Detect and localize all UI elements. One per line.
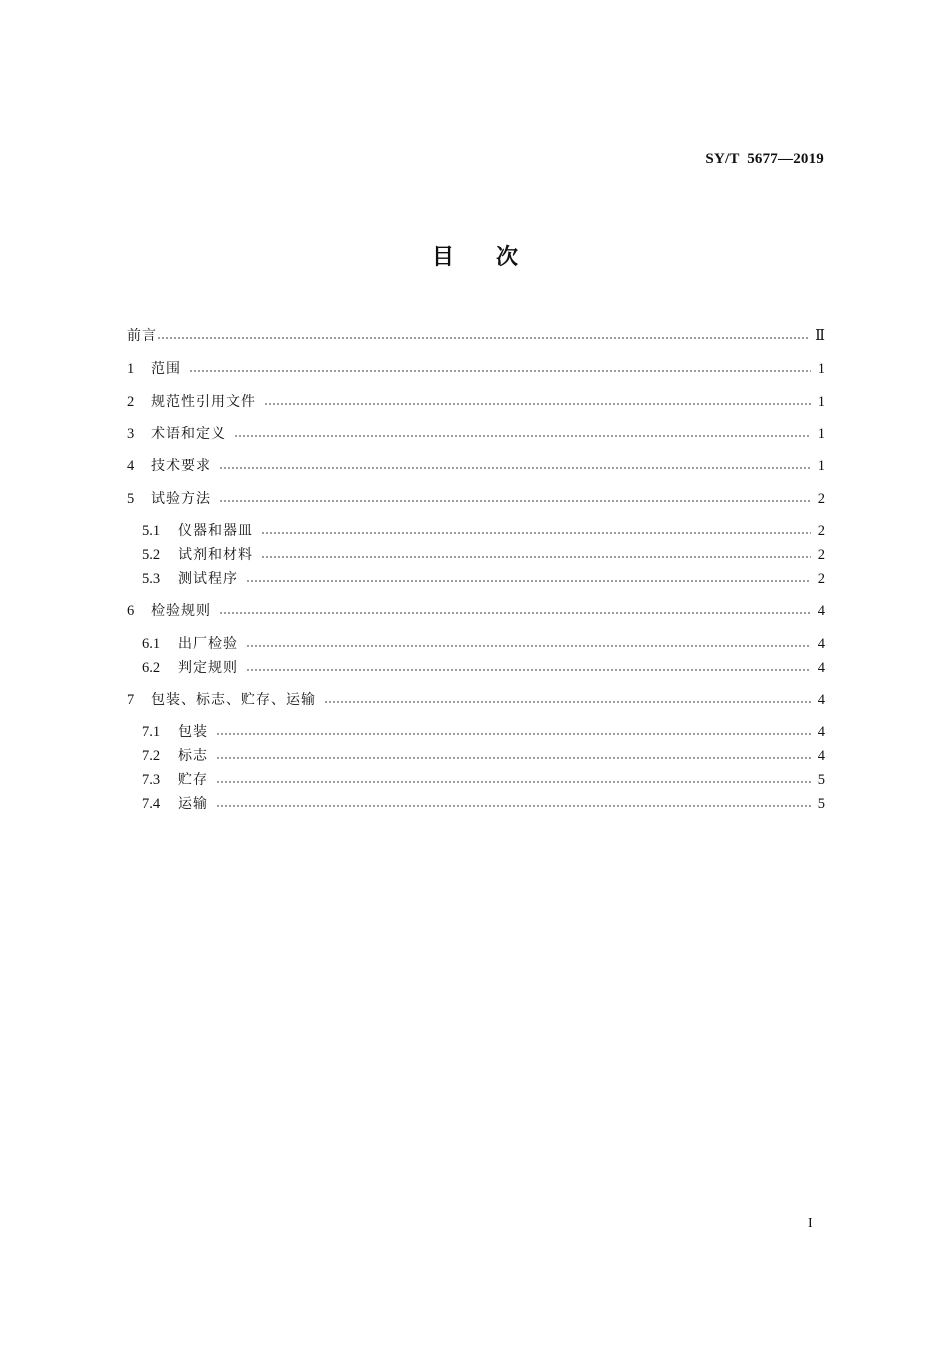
toc-label: 技术要求 — [151, 458, 211, 474]
toc-leader-dots — [246, 645, 811, 647]
toc-number: 5.2 — [142, 547, 161, 563]
toc-entry-5-2[interactable] — [142, 544, 825, 566]
toc-label: 出厂检验 — [178, 636, 238, 652]
toc-page-number: 2 — [817, 571, 825, 587]
toc-label: 范围 — [151, 361, 181, 377]
toc-entry-7-4[interactable] — [142, 793, 825, 815]
toc-entry-6[interactable] — [127, 600, 825, 622]
toc-label: 规范性引用文件 — [151, 394, 256, 410]
toc-leader-dots — [261, 556, 811, 558]
toc-leader-dots — [216, 733, 811, 735]
toc-label: 前言 — [127, 328, 157, 344]
toc-leader-dots — [189, 370, 811, 372]
toc-page-number: 5 — [817, 796, 825, 812]
title-char-1: 目 — [431, 245, 454, 270]
toc-label: 术语和定义 — [151, 426, 226, 442]
page-number-footer: I — [808, 1216, 813, 1231]
toc-leader-dots — [216, 757, 811, 759]
toc-leader-dots — [219, 500, 811, 502]
toc-page-number: 4 — [817, 748, 825, 764]
toc-number: 3 — [127, 426, 135, 442]
toc-number: 1 — [127, 361, 135, 377]
title-char-2: 次 — [496, 245, 519, 270]
toc-leader-dots — [246, 580, 811, 582]
toc-label: 运输 — [178, 796, 208, 812]
toc-leader-dots — [157, 337, 809, 339]
toc-number: 6.2 — [142, 660, 161, 676]
toc-entry-5-3[interactable] — [142, 568, 825, 590]
toc-entry-5-1[interactable] — [142, 520, 825, 542]
toc-entry-4[interactable] — [127, 455, 825, 477]
toc-page-number: 2 — [817, 491, 825, 507]
toc-leader-dots — [216, 805, 811, 807]
toc-label: 试剂和材料 — [178, 547, 253, 563]
toc-leader-dots — [264, 403, 811, 405]
toc-label: 仪器和器皿 — [178, 523, 253, 539]
toc-entry-7-3[interactable] — [142, 769, 825, 791]
toc-entry-1[interactable] — [127, 358, 825, 380]
toc-label: 判定规则 — [178, 660, 238, 676]
page-title — [0, 240, 950, 271]
toc-leader-dots — [219, 467, 811, 469]
toc-number: 5.1 — [142, 523, 161, 539]
toc-label: 测试程序 — [178, 571, 238, 587]
toc-page-number: 4 — [817, 636, 825, 652]
toc-entry-7-1[interactable] — [142, 721, 825, 743]
toc-page-number: 5 — [817, 772, 825, 788]
toc-entry-6-1[interactable] — [142, 633, 825, 655]
document-code: SY/T 5677—2019 — [705, 151, 824, 167]
toc-entry-5[interactable] — [127, 488, 825, 510]
toc-page-number: Ⅱ — [815, 328, 825, 344]
toc-entry-foreword[interactable] — [127, 325, 825, 347]
toc-entry-7[interactable] — [127, 689, 825, 711]
toc-entry-3[interactable] — [127, 423, 825, 445]
toc-leader-dots — [219, 612, 811, 614]
toc-label: 试验方法 — [151, 491, 211, 507]
toc-entry-7-2[interactable] — [142, 745, 825, 767]
toc-label: 检验规则 — [151, 603, 211, 619]
toc-page-number: 4 — [817, 692, 825, 708]
toc-page-number: 2 — [817, 523, 825, 539]
toc-entry-6-2[interactable] — [142, 657, 825, 679]
toc-number: 5.3 — [142, 571, 161, 587]
toc-page-number: 2 — [817, 547, 825, 563]
toc-leader-dots — [261, 532, 811, 534]
toc-label: 包装 — [178, 724, 208, 740]
toc-number: 7.4 — [142, 796, 161, 812]
toc-page-number: 1 — [817, 361, 825, 377]
toc-label: 标志 — [178, 748, 208, 764]
toc-number: 6 — [127, 603, 135, 619]
toc-number: 7 — [127, 692, 135, 708]
toc-number: 7.2 — [142, 748, 161, 764]
toc-page-number: 1 — [817, 458, 825, 474]
toc-page-number: 4 — [817, 660, 825, 676]
toc-number: 4 — [127, 458, 135, 474]
toc-page-number: 1 — [817, 394, 825, 410]
toc-number: 7.1 — [142, 724, 161, 740]
toc-number: 6.1 — [142, 636, 161, 652]
toc-page-number: 1 — [817, 426, 825, 442]
toc-entry-2[interactable] — [127, 391, 825, 413]
toc-leader-dots — [324, 701, 811, 703]
toc-number: 7.3 — [142, 772, 161, 788]
toc-label: 包装、标志、贮存、运输 — [151, 692, 316, 708]
toc-page-number: 4 — [817, 724, 825, 740]
toc-leader-dots — [234, 435, 811, 437]
toc-leader-dots — [246, 669, 811, 671]
toc-page-number: 4 — [817, 603, 825, 619]
toc-number: 5 — [127, 491, 135, 507]
toc-number: 2 — [127, 394, 135, 410]
toc-leader-dots — [216, 781, 811, 783]
toc-label: 贮存 — [178, 772, 208, 788]
